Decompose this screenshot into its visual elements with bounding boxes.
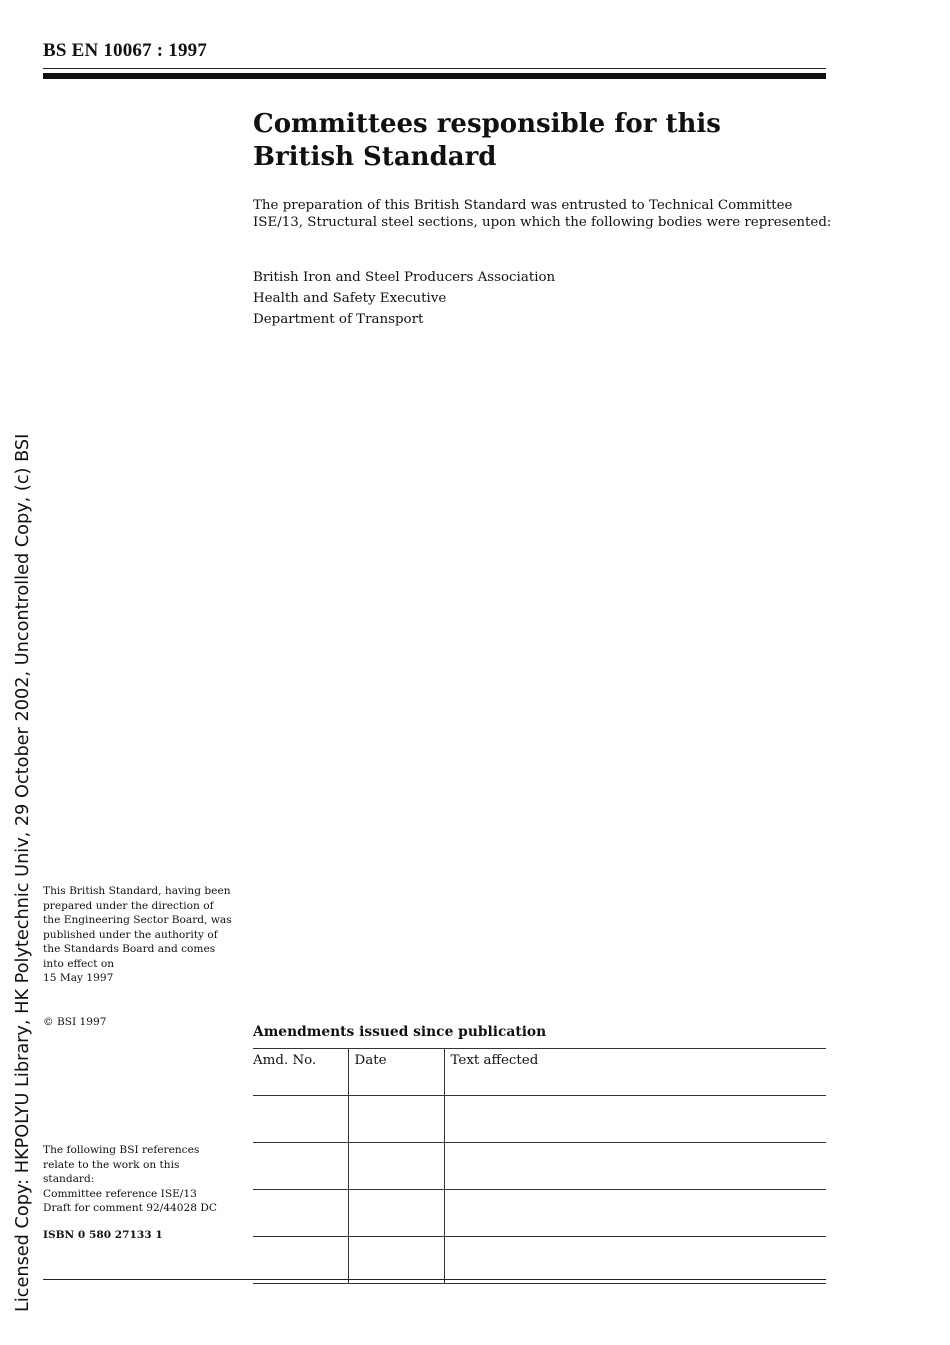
table-cell: [253, 1190, 348, 1237]
table-cell: [348, 1190, 444, 1237]
table-row: [253, 1237, 826, 1284]
table-cell: [348, 1237, 444, 1284]
table-cell: [253, 1096, 348, 1143]
amendments-table: [253, 1048, 826, 1284]
bsi-references: [43, 1143, 233, 1216]
represented-bodies-list: [253, 267, 555, 330]
column-header-text-affected: Text affected: [444, 1049, 826, 1096]
table-cell: [444, 1190, 826, 1237]
table-row: [253, 1096, 826, 1143]
publication-note-text: This British Standard, having been prepared under the direction of the Engineering Sector Board, was published under the authority of the Standards Board and comes into effect on: [43, 885, 232, 970]
draft-reference: Draft for comment 92/44028 DC: [43, 1202, 217, 1214]
license-watermark: Licensed Copy: HKPOLYU Library, HK Polytechnic Univ, 29 October 2002, Uncontrolled Copy, (c) BSI: [13, 433, 33, 1312]
list-item: Department of Transport: [253, 312, 424, 327]
table-cell: [253, 1143, 348, 1190]
list-item: British Iron and Steel Producers Association: [253, 270, 556, 285]
table-row: [253, 1190, 826, 1237]
column-header-amd-no: Amd. No.: [253, 1049, 348, 1096]
committee-reference: Committee reference ISE/13: [43, 1187, 197, 1200]
footer-rule: [43, 1279, 826, 1280]
table-cell: [253, 1237, 348, 1284]
effective-date: 15 May 1997: [43, 972, 114, 984]
list-item: Health and Safety Executive: [253, 291, 447, 306]
page-title-line-1: Committees responsible for this: [253, 109, 721, 139]
column-header-date: Date: [348, 1049, 444, 1096]
header-rule-thin: [43, 68, 826, 69]
document-reference: BS EN 10067 : 1997: [43, 40, 208, 61]
table-cell: [444, 1237, 826, 1284]
copyright-notice: © BSI 1997: [43, 1016, 107, 1028]
isbn: ISBN 0 580 27133 1: [43, 1229, 163, 1241]
page-title: [253, 108, 813, 174]
header-rule-thick: [43, 73, 826, 79]
table-header-row: [253, 1049, 826, 1096]
table-cell: [348, 1096, 444, 1143]
table-cell: [444, 1143, 826, 1190]
publication-note: [43, 884, 233, 986]
table-cell: [444, 1096, 826, 1143]
table-row: [253, 1143, 826, 1190]
table-cell: [348, 1143, 444, 1190]
page-title-line-2: British Standard: [253, 142, 497, 172]
intro-paragraph: The preparation of this British Standard was entrusted to Technical Committee ISE/13, Structural steel sections, upon which the following bodies were represented:: [253, 198, 832, 230]
amendments-title: Amendments issued since publication: [253, 1024, 547, 1040]
bsi-references-intro: The following BSI references relate to the work on this standard:: [43, 1144, 200, 1185]
